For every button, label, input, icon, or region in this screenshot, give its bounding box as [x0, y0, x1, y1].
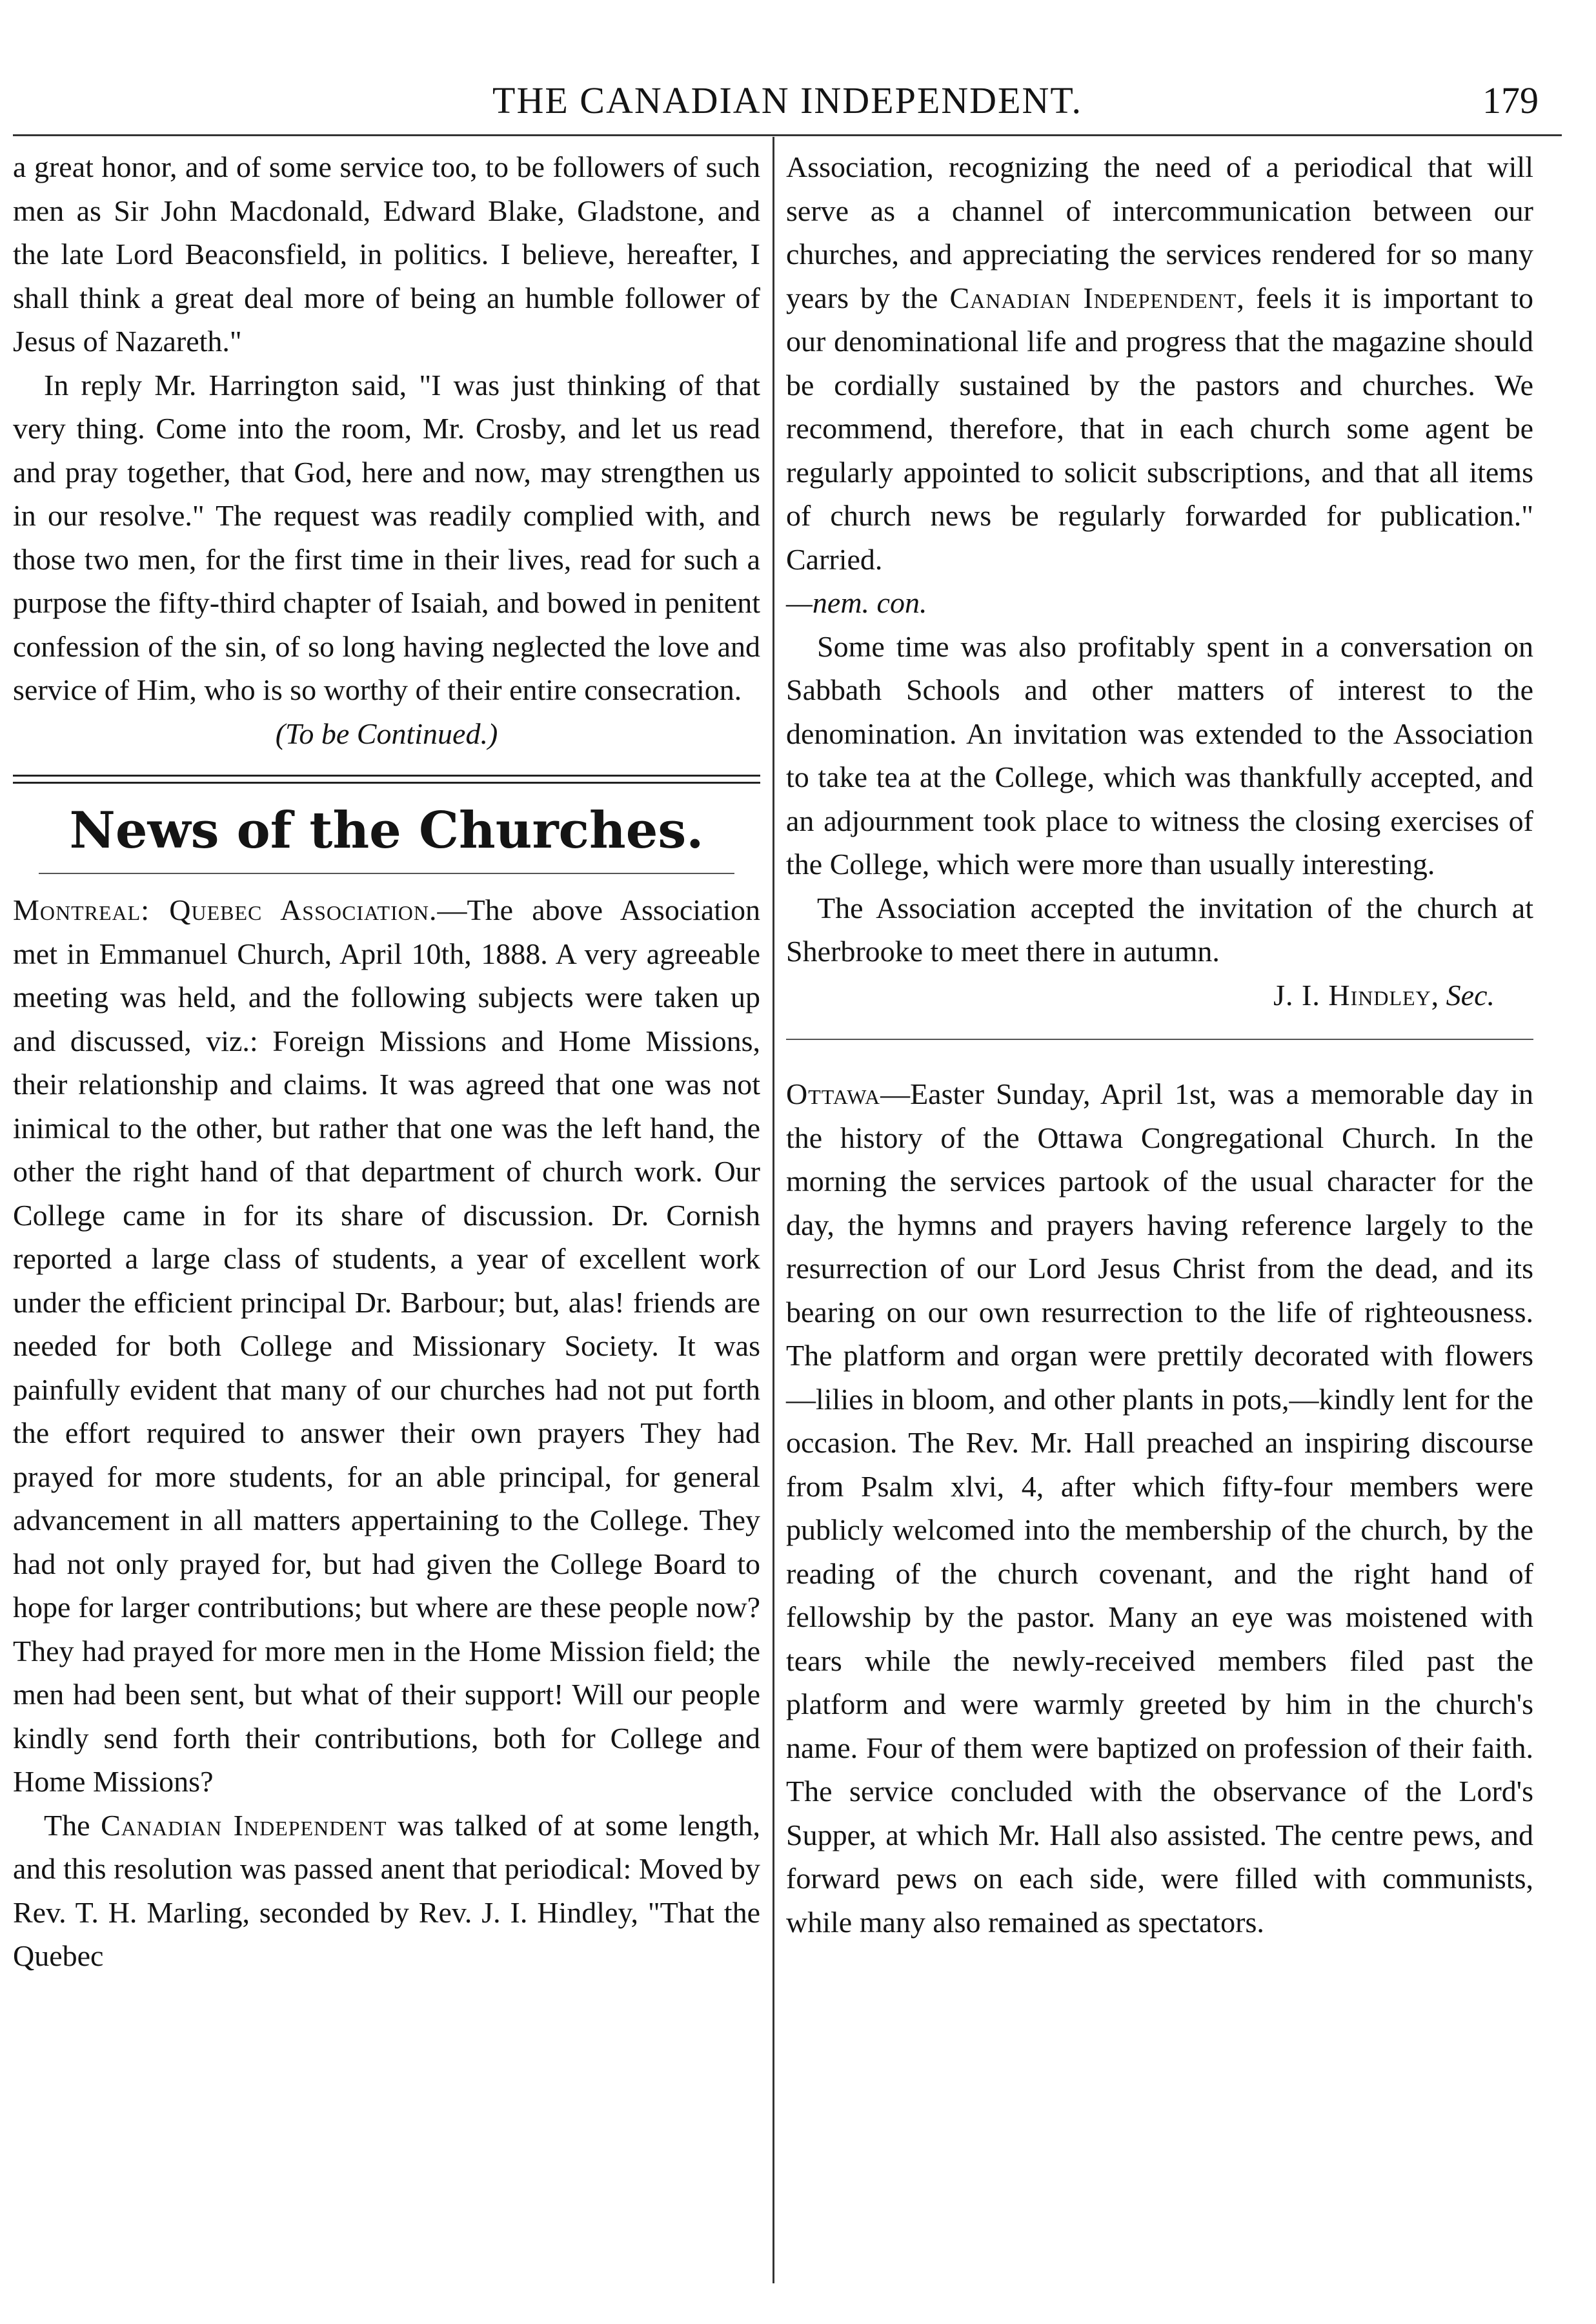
resolution-post: , feels it is important to our denominational life and progress that the magazine should be cordially sustained by the pastors and churches. We recommend, therefore, that in each church some agent be regularly appointed to solicit subscriptions, and that all items of church news be regularly forwarded for publication." Carried. — [786, 281, 1533, 576]
ci-post: was talked of at some length, and this resolution was passed anent that periodical: Moved by Rev. T. H. Marling, seconded by Rev. J. I. Hindley, "That the Quebec — [13, 1808, 760, 1972]
ottawa-lead: Ottawa — [786, 1077, 881, 1110]
signature-name: J. I. Hindley — [1273, 978, 1431, 1012]
sabbath-schools-paragraph: Some time was also profitably spent in a conversation on Sabbath Schools and other matters of interest to the denomination. An invitation was extended to the Association to take tea at the College, which was thankfully accepted, and an adjournment took place to witness the closing exercises of the College, which were more than usually interesting. — [786, 629, 1533, 881]
section-double-rule — [13, 775, 760, 784]
page-number: 179 — [1482, 79, 1539, 121]
header-rule — [13, 134, 1562, 136]
item-separator-rule — [786, 1039, 1533, 1040]
section-heading-rule — [39, 873, 734, 874]
to-be-continued: (To be Continued.) — [275, 717, 498, 750]
signature-role: Sec. — [1446, 978, 1495, 1012]
resolution-name: Canadian Independent — [949, 281, 1237, 314]
left-column — [13, 145, 760, 1978]
ottawa-report — [786, 1072, 1533, 1944]
canadian-independent-paragraph — [13, 1804, 760, 1978]
ci-name: Canadian Independent — [101, 1808, 387, 1842]
montreal-lead: Montreal: Quebec Association. — [13, 893, 438, 926]
resolution-pre: Association, recognizing the need of a periodical that will serve as a channel of intercommunication between our churches, and appreciating the services rendered for so many years by the — [786, 150, 1533, 314]
nem-con: —nem. con. — [786, 586, 927, 619]
resolution-continuation — [786, 145, 1533, 581]
signature: J. I. Hindley, Sec. — [1273, 978, 1495, 1012]
page-header — [13, 71, 1562, 129]
right-column — [786, 145, 1533, 1944]
montreal-report — [13, 888, 760, 1804]
ottawa-text: —Easter Sunday, April 1st, was a memorable day in the history of the Ottawa Congregational Church. In the morning the services partook of the usual character for the day, the hymns and prayers having reference largely to the resurrection of our Lord Jesus Christ from the dead, and its bearing on our own resurrection to the life of righteousness. The platform and organ were prettily decorated with flowers—lilies in bloom, and other plants in pots,—kindly lent for the occasion. The Rev. Mr. Hall preached an inspiring discourse from Psalm xlvi, 4, after which fifty-four members were publicly welcomed into the membership of the church, by the reading of the church covenant, and the right hand of fellowship by the pastor. Many an eye was moistened with tears while the newly-received members filed past the platform and were warmly greeted by him in the church's name. Four of them were baptized on profession of their faith. The service concluded with the observance of the Lord's Supper, at which Mr. Hall also assisted. The centre pews, and forward pews on each side, were filled with communists, while many also remained as spectators. — [786, 1077, 1533, 1939]
ci-pre: The — [44, 1808, 101, 1842]
sherbrooke-paragraph: The Association accepted the invitation of the church at Sherbrooke to meet there in autumn. — [786, 891, 1533, 968]
column-divider — [773, 137, 774, 2283]
story-paragraph-harrington: In reply Mr. Harrington said, "I was just thinking of that very thing. Come into the room, Mr. Crosby, and let us read and pray together, that God, here and now, may strengthen us in our resolve." The request was readily complied with, and those two men, for the first time in their lives, read for such a purpose the fifty-third chapter of Isaiah, and bowed in penitent confession of the sin, of so long having neglected the love and service of Him, who is so worthy of their entire consecration. — [13, 368, 760, 706]
section-heading: News of the Churches. — [69, 801, 704, 860]
masthead-title: THE CANADIAN INDEPENDENT. — [492, 79, 1082, 121]
story-continuation-paragraph: a great honor, and of some service too, to be followers of such men as Sir John Macdonald, Edward Blake, Gladstone, and the late Lord Beaconsfield, in politics. I believe, hereafter, I shall think a great deal more of being an humble follower of Jesus of Nazareth." — [13, 150, 760, 358]
montreal-text: —The above Association met in Emmanuel Church, April 10th, 1888. A very agreeable meeting was held, and the following subjects were taken up and discussed, viz.: Foreign Missions and Home Missions, their relationship and claims. It was agreed that one was not inimical to the other, but rather that one was the left hand, the other the right hand of that department of church work. Our College came in for its share of discussion. Dr. Cornish reported a large class of students, a year of excellent work under the efficient principal Dr. Barbour; but, alas! friends are needed for both College and Missionary Society. It was painfully evident that many of our churches had not put forth the effort required to answer their own prayers They had prayed for more students, for an able principal, for general advancement in all matters appertaining to the College. They had not only prayed for, but had given the College Board to hope for larger contributions; but where are these people now? They had prayed for more men in the Home Mission field; the men had been sent, but what of their support! Will our people kindly send forth their contributions, both for College and Home Missions? — [13, 893, 760, 1798]
